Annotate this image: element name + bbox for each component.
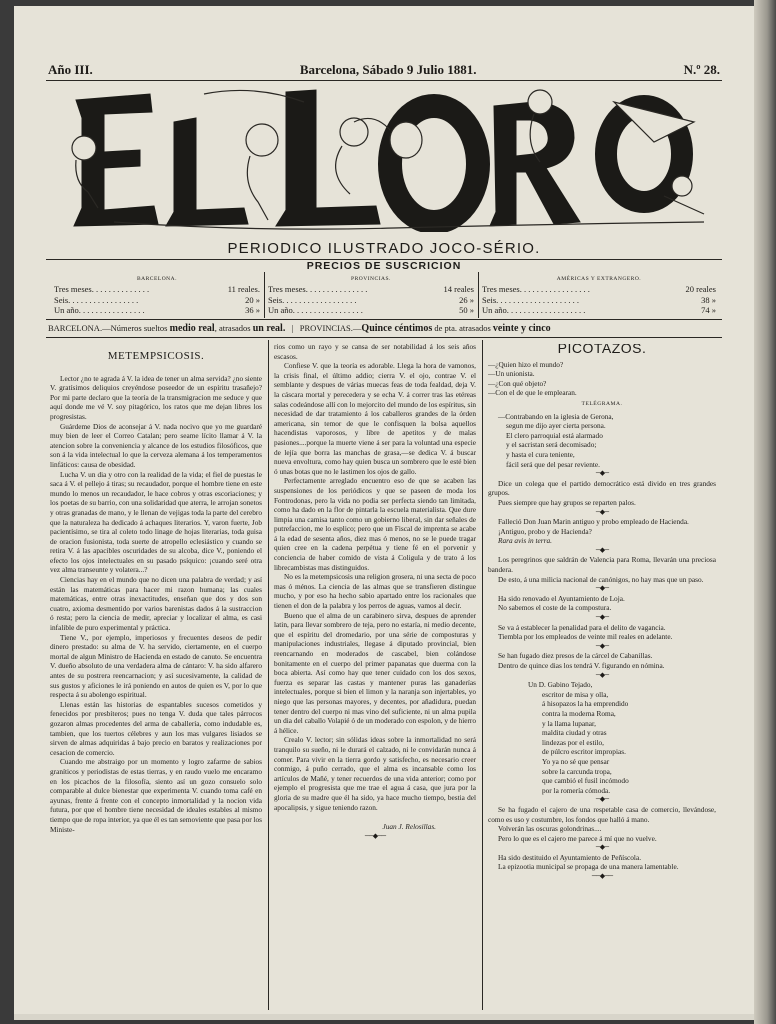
article-metempsicosis-continued	[274, 342, 476, 1018]
ornament-divider: ─◆─	[595, 843, 609, 852]
paragraph: No es la metempsicosis una religion grosera, ni una secta de poco mas ó ménos. La ciencia de las almas que se transfieren distingue mucho, y por eso ha hecho sabio apartado entre los racionales que tienen el don de la palabra y los perros de aguas, vamos al decir.	[274, 572, 476, 611]
paragraph: Crealo V. lector; sin sólidas ideas sobre la inmortalidad no será tranquilo su sueño, ni le durará el calzado, ni le convidarán nunca á comer. Para vivir en la tierra gordo y satisfecho, es necesario creer conmigo, á puño cerrado, que el alma es incansable como los artículos de Mañé, y tener recuerdos de una vida anterior; como por ejemplo el progresista que me trae el agua á casa, que jura por la gloria de su madre que él ha sido, ya hace mucho tiempo, bestia del apocalipsis, y sigue teniendo razon.	[274, 735, 476, 812]
paragraph: Lector ¿no te agrada á V. la idea de tener un alma servida? ¿no siente V. gratísimos deliquios creyéndose poseedor de un espíritu trasañejo? Por mi parte declaro que la teoría de la transmigracion me seduce y que aquí donde me vé V. soy pitagórico, los ratos que me dejan libres los progresistas.	[50, 373, 262, 421]
dialogue-line: —Con el de que le emplearan.	[488, 388, 577, 398]
ornament-divider: ─◆─	[595, 469, 609, 478]
paragraph: Se va á establecer la penalidad para el delito de vagancia.	[498, 622, 666, 632]
issue-year: Año III.	[48, 62, 93, 77]
verse-line: sobre la carcunda tropa,	[542, 766, 612, 776]
prices-title: PRECIOS DE SUSCRICION	[306, 260, 462, 272]
binding-spine	[754, 0, 776, 1024]
prices-heading: BARCELONA.	[137, 276, 177, 282]
column-divider	[482, 340, 483, 1010]
paragraph: Confiese V. que la teoría es adorable. Llega la hora de vamonos, la crisis final, el último addio; cierra V. el ojo, contrae V. el semblante y despues de várias muecas feas de toda fealdad, deja V. la cáscara mortal y perecedera y se echa V. á correr tras las etéreas salas codeándose allí con lo mejorcito del mundo de los espíritus, sin necesidad de dar tratamiento á los caballeros grandes de la órden americana, sin temor de que le confisquen la bolsa aquellos hacendistas vaporosos, y libre de apetitos y de malas pasiones....porque la muerte viene á ser para la voluntad una especie de lejía que borra las manchas de grasa,—se dedica V. á buscar nueva envoltura, como hay quien busca un sombrero que le esté bien ó unas botas que no le lastimen los ojos de gallo.	[274, 361, 476, 476]
paragraph: Los peregrinos que saldrán de Valencia para Roma, llevarán una preciosa bandera.	[488, 555, 716, 575]
paragraph: Llenas están las historias de espantables sucesos cometidos y fenecidos por presbíteros; pues no tenga V. duda que tales párrocos gozaron almas procedentes del arma de caballería, como indudable es, tambien, que los tuertos célebres y aun los mas vulgares lisiados se sirven de almas adquiridas á bajo precio en baratos y realizaciones por cesacion de comercio.	[50, 699, 262, 757]
verse-line: contra la moderna Roma,	[542, 708, 616, 718]
verse-line: á hisopazos la ha emprendido	[542, 699, 629, 709]
price-row: Tres meses. . . . . . . . . . . . . . 11 reales.	[54, 284, 260, 294]
paragraph: Falleció Don Juan Marin antiguo y probo empleado de Hacienda.	[498, 517, 689, 527]
paragraph: Se han fugado diez presos de la cárcel de Cabanillas.	[498, 651, 653, 661]
article-signature: Juan J. Relosillas.	[382, 822, 436, 832]
prices-heading: AMÉRICAS Y EXTRANGERO.	[556, 276, 642, 282]
price-row: Un año. . . . . . . . . . . . . . . . . . . 74 »	[482, 305, 716, 315]
ornament-divider: ─◆─	[595, 613, 609, 622]
paragraph: Rara avis in terra.	[498, 536, 552, 546]
price-row: Tres meses. . . . . . . . . . . . . . . . . 20 reales	[482, 284, 716, 294]
issue-header	[48, 62, 720, 78]
ornament-divider: ──◆──	[364, 831, 386, 840]
verse-line: lindezas por el estilo,	[542, 737, 605, 747]
prices-heading: PROVINCIAS.	[351, 276, 391, 282]
verse-line: Yo ya no sé que pensar	[542, 756, 610, 766]
paragraph: De esto, á una milicia nacional de canónigos, no hay mas que un paso.	[498, 574, 704, 584]
newspaper-page	[14, 6, 754, 1020]
article-picotazos	[488, 344, 716, 1018]
paragraph: Se ha fugado el cajero de una respetable casa de comercio, llevándose, como es uso y costumbre, los fondos que halló á mano.	[488, 804, 716, 824]
verse-line: y el sacristan será decomisado;	[506, 440, 597, 450]
verse-line: —Contrabando en la iglesia de Gerona,	[498, 411, 614, 421]
prices-extranjero	[482, 276, 716, 316]
price-row: Un año. . . . . . . . . . . . . . . . 36 »	[54, 305, 260, 315]
page-bottom-edge	[14, 1014, 754, 1020]
column-divider	[478, 272, 479, 318]
article-title: PICOTAZOS.	[557, 344, 647, 356]
paragraph: Ha sido renovado el Ayuntamiento de Loja.	[498, 593, 625, 603]
paragraph: Pero lo que es el cajero me parece á mí que no vuelve.	[498, 833, 657, 843]
paragraph: Ciencias hay en el mundo que no dicen una palabra de verdad; y así están las matemáticas para hacer mi razon humana; las cuales matemáticas, entre otras inexactitudes, enseñan que dos y dos son cuatro, axioma desmentido por varios barenistas dados á la sustraccion ó resta; pero la ciencia de medir, apreciar y localizar el alma, es casi infalible de puro experimental y práctica.	[50, 575, 262, 633]
dialogue-line: —¿Con qué objeto?	[488, 378, 547, 388]
telegram-title: TELÉGRAMA.	[581, 400, 623, 407]
paragraph: Dice un colega que el partido democrático está divido en tres grandes grupos.	[488, 478, 716, 498]
ornament-divider: ─◆─	[595, 545, 609, 554]
verse-line: de púlcro escritor impropias.	[542, 747, 626, 757]
ornament-divider: ─◆─	[595, 641, 609, 650]
prices-provincias	[268, 276, 474, 316]
prices-rule	[46, 319, 722, 320]
ornament-divider: ─◆─	[595, 507, 609, 516]
dialogue-line: —Un unionista.	[488, 369, 535, 379]
single-issue-notes: BARCELONA.—Números sueltos medio real, atrasados un real. | PROVINCIAS.—Quince céntimos de pta. atrasados veinte y cinco	[48, 323, 551, 334]
price-row: Un año. . . . . . . . . . . . . . . . . 50 »	[268, 305, 474, 315]
article-title: METEMPSICOSIS.	[107, 350, 205, 362]
price-row: Seis. . . . . . . . . . . . . . . . . . . . 38 »	[482, 294, 716, 305]
paragraph: La epizootia municipal se propaga de una manera lamentable.	[498, 862, 679, 872]
paragraph: Volverán las oscuras golondrinas....	[498, 824, 602, 834]
paragraph: Ha sido destituido el Ayuntamiento de Peñíscola.	[498, 852, 642, 862]
header-rule	[46, 80, 722, 81]
verse-line: El clero parroquial está alarmado	[506, 430, 603, 440]
ornament-divider: ─◆─	[595, 670, 609, 679]
price-row: Seis. . . . . . . . . . . . . . . . . 20 »	[54, 294, 260, 305]
column-divider	[268, 340, 269, 1010]
dialogue-line: —¿Quien hizo el mundo?	[488, 359, 564, 369]
paragraph: No sabemos el coste de la compostura.	[498, 603, 612, 613]
paragraph: Lucha V. un dia y otro con la realidad de la vida; el fiel de puestas le saca á V. el pellejo á tiras; su recaudador, porque el hombre tiene en este mundo lo menos un recaudador, le hace cobros y otras escoriaciones; y los poetas de su barrio, con una solidaridad que aterra, le arrojan sonetos y otras granadas de mano, y le llenan de vejigas toda la parte del cerebro que la naturaleza ha dedicado á achaques literarios. Y, varon fuerte, Job pacientísimo, se tira al coleto todo linage de hojas literarias, toda guisa de oracion fusionista, toda suerte de atropello eclesiástico y cuando se retira V. á las apacibles oscuridades de su alcoba, dice V., poniendo el efecto los ojos intelectuales en su pasado psíquico: ¡cuando seré otra vez alma transeunte y volatera...?	[50, 469, 262, 575]
paragraph: Tiembla por los empleados de veinte mil reales en adelante.	[498, 632, 673, 642]
article-metempsicosis	[50, 338, 262, 1018]
paragraph: Perfectamente arreglado encuentro eso de que se acaben las suspensiones de los periódicos y que se paseen de moda los Fontrodonas, pero la vida no podia ser perfecta siendo tan limitada, como ha dado en la flor de pintarla la escuela materialista. Que dure limpia una camisa tanto como un gobierno liberal, sin dar señales de putrefaccion, me lo esplico; pero que un Fiscal de imprenta se acabe á la edad de sesenta años, diez mas ó menos, no se le puede tragar quien cree en la cadena perpétua y tiene fé en el porvenir y conciencia de haber comido de vista á Coligula y de trato á los librecambistas mas distinguidos.	[274, 476, 476, 572]
verse-line: segun me dijo ayer cierta persona.	[506, 421, 606, 431]
paragraph: Dentro de quince dias los tendrá V. figurando en nómina.	[498, 661, 665, 670]
verse-line: maldita ciudad y otras	[542, 728, 607, 738]
paragraph: Cuando me abstraigo por un momento y logro zafarme de sabios graníticos y periodistas de estas tierras, y en raudo vuelo me encaramo en los picachos de la filosofía, siento así un gozo consuelo solo comparable al dulce bienestar que experimenta V. cuando toma café en ayunas, frente á frente con el concepto inmortalidad y la nocion vida futura, por que el hombre tiene necesidad de ideales estables al mismo tiempo que de ropa interior, ya que él es tan semoviente que pasa por los Ministe-	[50, 757, 262, 834]
paragraph: Guárdeme Dios de aconsejar á V. nada nocivo que yo me guardaré muy bien de leer el Correo Catalan; pero seame lícito llamar á V. la atencion sobre la conveniencia y alcance de los estudios filosóficos, que son á la vida intelectual lo que la cerveza alemana á los temperamentos linfáticos: causa de obesidad.	[50, 421, 262, 469]
paragraph: ¡Antiguo, probo y de Hacienda?	[498, 526, 592, 536]
ornament-divider: ──◆──	[591, 872, 613, 881]
masthead-subtitle: PERIODICO ILUSTRADO JOCO-SÉRIO.	[227, 240, 541, 257]
paragraph: Tiene V., por ejemplo, imperiosos y frecuentes deseos de pedir dinero prestado: su alma de V. ha servido, ciertamente, en el cuerpo mortal de algun Ministro de Hacienda en estado de canuto. Se encuentra V. dueño absoluto de una verdadera alma de cántaro: V. ha sido alfarero antes de su postrera reencarnacion; y así sucesivamente, la calidad de sus gustos y aficiones le irá poniendo en autos de quien es V, por lo que respecta á su abolengo espiritual.	[50, 632, 262, 700]
issue-date: Barcelona, Sábado 9 Julio 1881.	[299, 62, 477, 77]
verse-line: fácil será que del pesar reviente.	[506, 459, 600, 469]
masthead-illustration	[54, 82, 714, 232]
verse-line: que cambió el fusil incómodo	[542, 776, 629, 786]
price-row: Tres meses. . . . . . . . . . . . . . . 14 reales	[268, 284, 474, 294]
paragraph: rios como un rayo y se cansa de ser notabilidad á los seis años escasos.	[274, 342, 476, 361]
paragraph: Pues siempre que hay grupos se reparten palos.	[498, 497, 636, 507]
verse-line: Un D. Gabino Tejado,	[528, 680, 593, 690]
verse-line: por la romería cómoda.	[542, 785, 611, 795]
verse-line: y hasta el cura teniente,	[506, 449, 575, 459]
issue-number: N.º 28.	[683, 62, 720, 77]
verse-line: escritor de misa y olla,	[542, 689, 609, 699]
paragraph: Bueno que el alma de un carabinero sirva, despues de aprender latin, para llevar sombrero de teja, pero no estaría, ni medio decente, que el espíritu del dromedario, por una série de composturas y manipulaciones industriales, llegase á diputado provincial, bien reencarnando en moderados de cascabel, bien colándose bonitamente en el cuerpo del primer papanatas que duerma con la boca abierta. Así como hay que tener cuidado con los dos sexos, fuerza es separar las castas y mantener puras las ganaderías intelectuales, porque si bien el limon y la naranja son injertables, yo niego que las personas mayores, y decentes, por añadidura, puedan tener dentro del cuerpo ni mas vino del suficiente, ni un alma pupila un dia del caballo Volapié ó de un moderado con espolon, y de hierro á hélice.	[274, 610, 476, 735]
verse-line: y la llama lupanar,	[542, 718, 597, 728]
ornament-divider: ─◆─	[595, 584, 609, 593]
ornament-divider: ─◆─	[595, 795, 609, 804]
price-row: Seis. . . . . . . . . . . . . . . . . . 26 »	[268, 294, 474, 305]
column-divider	[264, 272, 265, 318]
prices-barcelona	[54, 276, 260, 316]
